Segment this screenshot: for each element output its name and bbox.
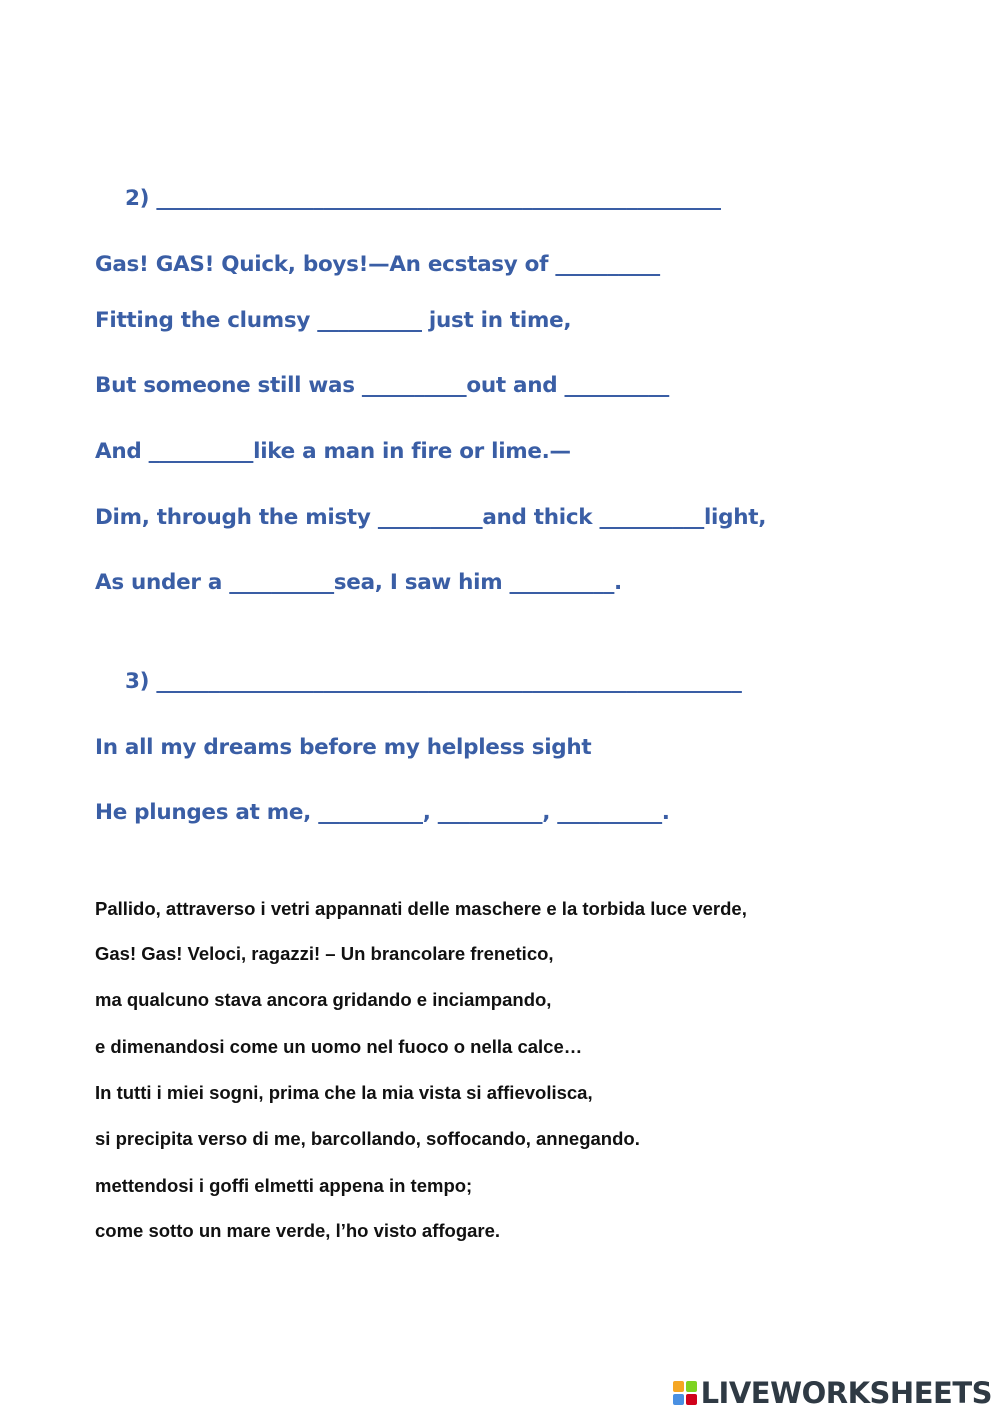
translation-line-2: Gas! Gas! Veloci, ragazzi! – Un brancolare frenetico, [95,943,554,964]
poem-line-2-4: And __________like a man in fire or lime.— [95,439,571,464]
poem-line-2-5: Dim, through the misty __________and thick __________light, [95,505,767,530]
translation-line-4: e dimenandosi come un uomo nel fuoco o nella calce… [95,1036,583,1057]
poem-line-3-1: In all my dreams before my helpless sight [95,735,592,760]
poem-line-2-2: Fitting the clumsy __________ just in time, [95,308,572,333]
question-3-heading: 3) ________________________________________________________ [125,669,742,694]
translation-line-5: In tutti i miei sogni, prima che la mia vista si affievolisca, [95,1082,593,1103]
poem-line-2-6: As under a __________sea, I saw him __________. [95,570,622,595]
translation-line-7: mettendosi i goffi elmetti appena in tempo; [95,1175,473,1196]
translation-line-3: ma qualcuno stava ancora gridando e inciampando, [95,989,552,1010]
liveworksheets-logo [673,1376,992,1410]
brand-name: LIVEWORKSHEETS [700,1376,992,1410]
translation-line-6: si precipita verso di me, barcollando, soffocando, annegando. [95,1128,640,1149]
translation-line-1: Pallido, attraverso i vetri appannati delle maschere e la torbida luce verde, [95,898,747,919]
poem-line-3-2: He plunges at me, __________, __________, __________. [95,800,670,825]
liveworksheets-logo-icon [673,1381,697,1405]
translation-line-8: come sotto un mare verde, l’ho visto affogare. [95,1220,501,1241]
poem-line-2-3: But someone still was __________out and __________ [95,373,670,398]
question-2-heading: 2) ______________________________________________________ [125,186,721,211]
poem-line-2-1: Gas! GAS! Quick, boys!—An ecstasy of __________ [95,252,660,277]
